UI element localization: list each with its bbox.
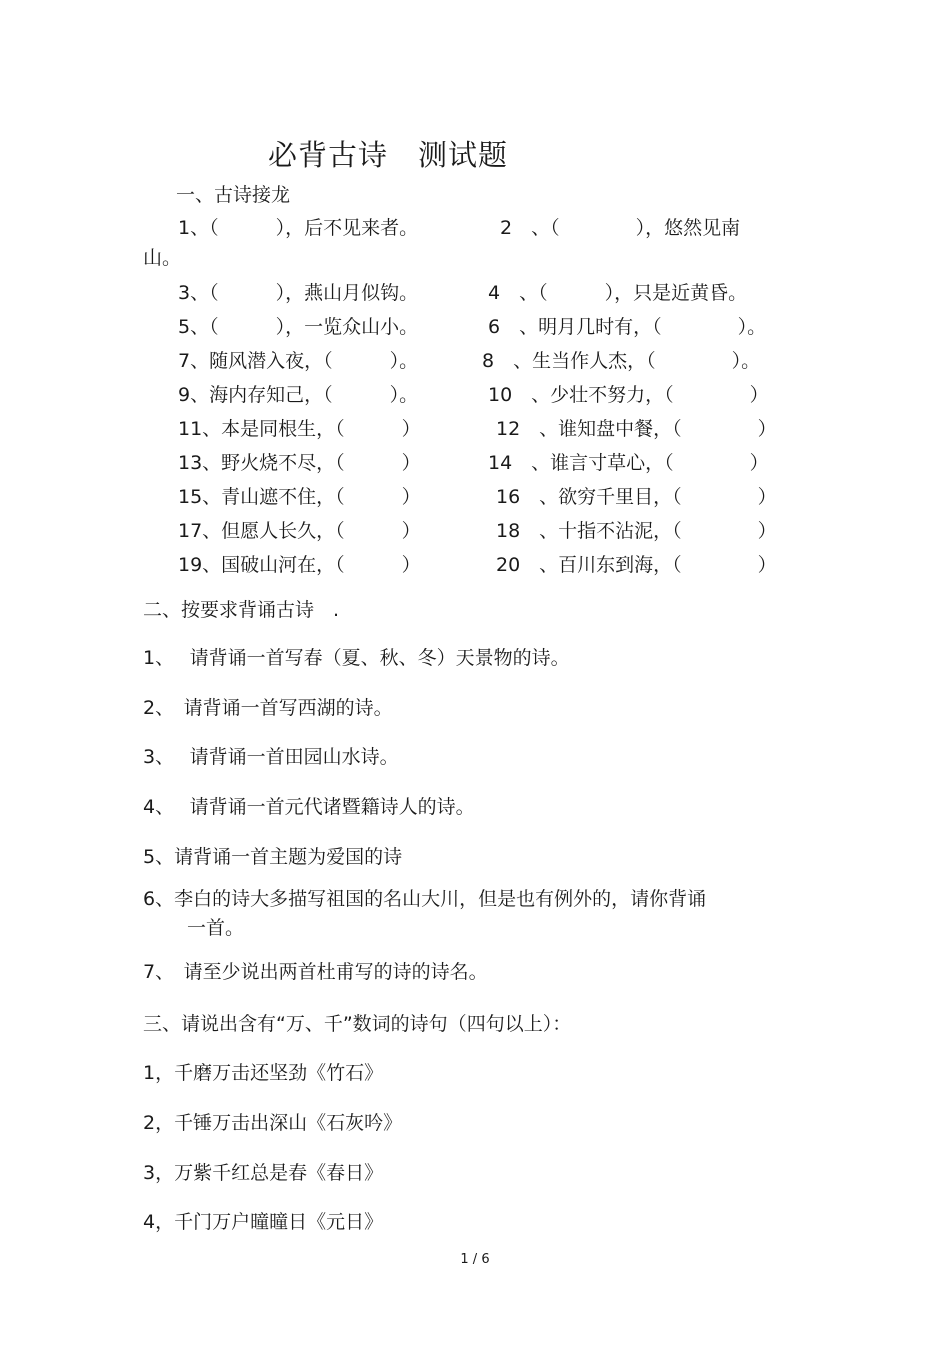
fill-blank-item: 8 、生当作人杰，（ ）。 <box>482 350 761 372</box>
fill-blank-item: 13、野火烧不尽，（ ） <box>178 452 421 474</box>
section-2-heading: 二、按要求背诵古诗 . <box>143 599 340 621</box>
recitation-task-item: 6、李白的诗大多描写祖国的名山大川，但是也有例外的，请你背诵 <box>143 888 707 910</box>
poem-line-item: 1，千磨万击还坚劲《竹石》 <box>143 1062 384 1084</box>
fill-blank-item: 7、随风潜入夜，（ ）。 <box>178 350 419 372</box>
recitation-task-item: 5、请背诵一首主题为爱国的诗 <box>143 846 403 868</box>
recitation-task-item: 4、 请背诵一首元代诸暨籍诗人的诗。 <box>143 796 475 818</box>
fill-blank-item: 4 、（ ），只是近黄昏。 <box>488 282 748 304</box>
fill-blank-item: 6 、明月几时有，（ ）。 <box>488 316 767 338</box>
fill-blank-item: 9、海内存知己，（ ）。 <box>178 384 419 406</box>
fill-blank-item: 10 、少壮不努力，（ ） <box>488 384 769 406</box>
poem-line-item: 4，千门万户曈曈日《元日》 <box>143 1211 384 1233</box>
page-title: 必背古诗 测试题 <box>268 138 509 172</box>
fill-blank-item: 12 、谁知盘中餐，（ ） <box>496 418 777 440</box>
fill-blank-item: 山。 <box>143 247 182 269</box>
fill-blank-item: 14 、谁言寸草心，（ ） <box>488 452 769 474</box>
fill-blank-item: 18 、十指不沾泥，（ ） <box>496 520 777 542</box>
fill-blank-item: 17、但愿人长久，（ ） <box>178 520 421 542</box>
fill-blank-item: 2 、（ ），悠然见南 <box>500 217 741 239</box>
fill-blank-item: 11、本是同根生，（ ） <box>178 418 421 440</box>
recitation-task-item: 3、 请背诵一首田园山水诗。 <box>143 746 399 768</box>
fill-blank-item: 5、（ ），一览众山小。 <box>178 316 419 338</box>
recitation-task-item: 7、 请至少说出两首杜甫写的诗的诗名。 <box>143 961 488 983</box>
section-1-heading: 一、古诗接龙 <box>176 184 291 206</box>
poem-line-item: 2，千锤万击出深山《石灰吟》 <box>143 1112 403 1134</box>
fill-blank-item: 15、青山遮不住，（ ） <box>178 486 421 508</box>
poem-line-item: 3，万紫千红总是春《春日》 <box>143 1162 384 1184</box>
page-number: 1 / 6 <box>460 1252 490 1267</box>
recitation-task-item: 一首。 <box>187 917 245 939</box>
fill-blank-item: 16 、欲穷千里目，（ ） <box>496 486 777 508</box>
fill-blank-item: 20 、百川东到海，（ ） <box>496 554 777 576</box>
recitation-task-item: 1、 请背诵一首写春（夏、秋、冬）天景物的诗。 <box>143 647 570 669</box>
recitation-task-item: 2、 请背诵一首写西湖的诗。 <box>143 697 393 719</box>
fill-blank-item: 19、国破山河在，（ ） <box>178 554 421 576</box>
fill-blank-item: 3、（ ），燕山月似钩。 <box>178 282 419 304</box>
fill-blank-item: 1、（ ），后不见来者。 <box>178 217 419 239</box>
section-3-heading: 三、请说出含有“万、千”数词的诗句（四句以上）： <box>143 1013 572 1035</box>
